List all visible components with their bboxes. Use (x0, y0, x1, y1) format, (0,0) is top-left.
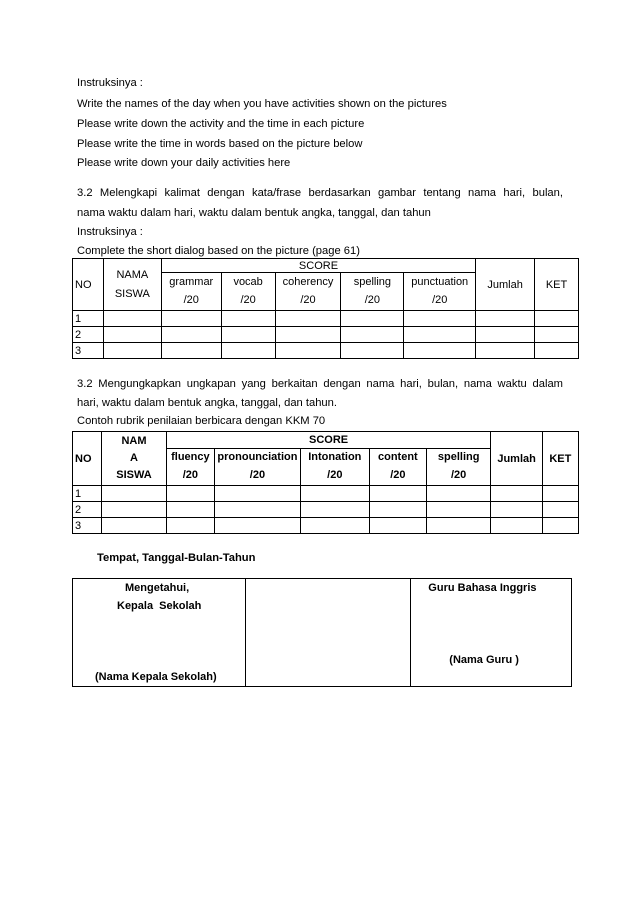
table-row (73, 486, 579, 502)
section1-title-line1: 3.2 Melengkapi kalimat dengan kata/frase berdasarkan gambar tentang nama hari, bulan, (77, 187, 563, 199)
section2-subtitle: Contoh rubrik penilaian berbicara dengan KKM 70 (77, 415, 326, 427)
row-number: 3 (73, 343, 104, 359)
criterion-spelling: spelling (341, 273, 404, 291)
col-no: NO (73, 259, 104, 311)
section1-title-line2: nama waktu dalam hari, waktu dalam bentuk angka, tanggal, dan tahun (77, 207, 431, 219)
table-row (73, 327, 579, 343)
instruction-line-3: Please write the time in words based on the picture below (77, 138, 363, 150)
row-number: 2 (73, 327, 104, 343)
table-row (73, 343, 579, 359)
instruction-line-4: Please write down your daily activities here (77, 157, 291, 169)
section1-instr: Complete the short dialog based on the picture (page 61) (77, 245, 360, 257)
nama-line2: A (130, 452, 138, 464)
criterion-content: content (369, 449, 426, 466)
col-jumlah: Jumlah (476, 259, 535, 311)
row-number: 2 (73, 502, 102, 518)
criterion-max: /20 (341, 291, 404, 311)
score-table-2 (72, 431, 579, 534)
score-table-1 (72, 258, 579, 359)
criterion-coherency: coherency (275, 273, 341, 291)
col-jumlah: Jumlah (491, 432, 542, 486)
signature-left (73, 579, 246, 687)
sig-left-line2: Kepala Sekolah (117, 600, 202, 612)
section1-instr-heading: Instruksinya : (77, 226, 143, 238)
row-number: 1 (73, 311, 104, 327)
col-score: SCORE (166, 432, 491, 449)
criterion-punctuation: punctuation (404, 273, 476, 291)
sig-right-title: Guru Bahasa Inggris (428, 582, 537, 594)
table-row (73, 518, 579, 534)
criterion-fluency: fluency (166, 449, 214, 466)
col-score: SCORE (161, 259, 475, 273)
criterion-max: /20 (166, 466, 214, 486)
criterion-pronounciation: pronounciation (215, 449, 301, 466)
sig-right-name: (Nama Guru ) (449, 654, 519, 666)
col-no: NO (73, 432, 102, 486)
criterion-max: /20 (275, 291, 341, 311)
place-date: Tempat, Tanggal-Bulan-Tahun (97, 552, 256, 564)
table-row (73, 502, 579, 518)
table-row (73, 311, 579, 327)
criterion-max: /20 (426, 466, 491, 486)
criterion-spelling: spelling (426, 449, 491, 466)
row-number: 1 (73, 486, 102, 502)
section2-title-line2: hari, waktu dalam bentuk angka, tanggal, dan tahun. (77, 397, 337, 409)
signature-middle (245, 579, 411, 687)
col-ket: KET (535, 259, 579, 311)
instruction-line-1: Write the names of the day when you have activities shown on the pictures (77, 98, 447, 110)
col-nama-siswa (103, 259, 161, 311)
nama-line2: SISWA (114, 287, 150, 300)
nama-line3: SISWA (116, 469, 152, 481)
criterion-max: /20 (221, 291, 275, 311)
signature-table (72, 578, 572, 687)
criterion-vocab: vocab (221, 273, 275, 291)
instruction-line-2: Please write down the activity and the time in each picture (77, 118, 365, 130)
section2-title-line1: 3.2 Mengungkapkan ungkapan yang berkaitan dengan nama hari, bulan, nama waktu dalam (77, 378, 563, 390)
nama-line1: NAMA (116, 268, 149, 281)
criterion-max: /20 (404, 291, 476, 311)
signature-right (411, 579, 572, 687)
criterion-max: /20 (161, 291, 221, 311)
criterion-max: /20 (300, 466, 369, 486)
criterion-grammar: grammar (161, 273, 221, 291)
nama-line1: NAM (121, 435, 147, 447)
criterion-max: /20 (215, 466, 301, 486)
col-ket: KET (542, 432, 578, 486)
row-number: 3 (73, 518, 102, 534)
sig-left-line1: Mengetahui, (125, 582, 190, 594)
col-nama-siswa (102, 432, 166, 486)
sig-left-name: (Nama Kepala Sekolah) (95, 671, 217, 683)
criterion-max: /20 (369, 466, 426, 486)
instructions-heading: Instruksinya : (77, 77, 143, 89)
criterion-intonation: Intonation (300, 449, 369, 466)
